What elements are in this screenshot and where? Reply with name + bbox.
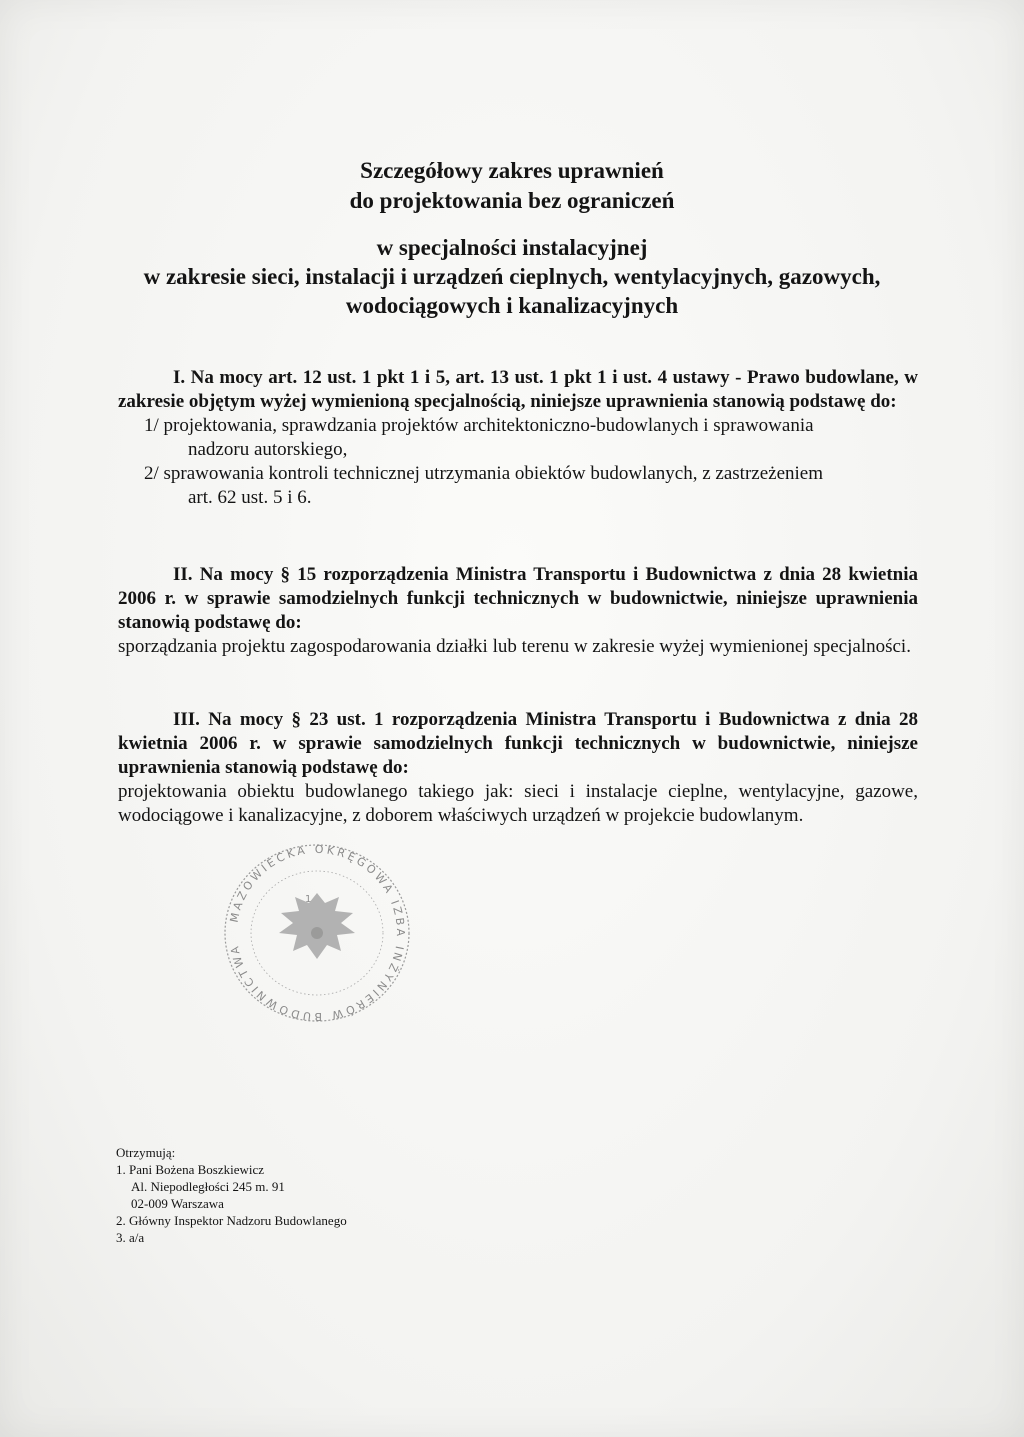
section-i-item-1-line-2: nadzoru autorskiego, [188, 439, 348, 460]
subtitle-line-1: w specjalności instalacyjnej [376, 235, 648, 260]
section-i [118, 366, 918, 510]
section-i-heading: I. Na mocy art. 12 ust. 1 pkt 1 i 5, art. 13 ust. 1 pkt 1 i ust. 4 ustawy - Prawo budowlane, w zakresie objętym wyżej wymienioną specjalnością, niniejsze uprawnienia stanowią podstawę do: [118, 367, 918, 412]
section-iii-body: projektowania obiektu budowlanego takiego jak: sieci i instalacje cieplne, wentylacyjne, gazowe, wodociągowe i kanalizacyjne, z doborem właściwych urządzeń w projekcie budowlanym. [118, 781, 918, 826]
section-i-item-2 [144, 462, 918, 510]
section-i-item-1 [144, 414, 918, 462]
section-ii-heading: II. Na mocy § 15 rozporządzenia Ministra Transportu i Budownictwa z dnia 28 kwietnia 2006 r. w sprawie samodzielnych funkcji technicznych w budownictwie, niniejsze uprawnienia stanowią podstawę do: [118, 564, 918, 633]
recipient-2: 2. Główny Inspektor Nadzoru Budowlanego [116, 1213, 347, 1228]
official-stamp [212, 838, 422, 1028]
subtitle-line-3: wodociągowych i kanalizacyjnych [345, 293, 679, 318]
recipient-1: 1. Pani Bożena Boszkiewicz [116, 1162, 265, 1177]
subtitle-line-2: w zakresie sieci, instalacji i urządzeń cieplnych, wentylacyjnych, gazowych, [143, 264, 881, 289]
recipients-list [116, 1144, 347, 1246]
section-iii [118, 708, 918, 828]
section-iii-heading: III. Na mocy § 23 ust. 1 rozporządzenia Ministra Transportu i Budownictwa z dnia 28 kwietnia 2006 r. w sprawie samodzielnych funkcji technicznych w budownictwie, niniejsze uprawnienia stanowią podstawę do: [118, 709, 918, 778]
stamp-number: 1 [305, 894, 312, 905]
section-i-item-2-line-2: art. 62 ust. 5 i 6. [188, 487, 312, 508]
stamp-ring-text: MAZOWIECKA OKRĘGOWA IZBA INŻYNIERÓW BUDOWNICTWA [227, 842, 408, 1024]
section-i-item-1-line-1: 1/ projektowania, sprawdzania projektów architektoniczno-budowlanych i sprawowania [144, 415, 814, 436]
section-i-item-2-line-1: 2/ sprawowania kontroli technicznej utrzymania obiektów budowlanych, z zastrzeżeniem [144, 463, 823, 484]
recipients-header: Otrzymują: [116, 1145, 176, 1160]
recipient-3: 3. a/a [116, 1230, 145, 1245]
title-line-2: do projektowania bez ograniczeń [349, 188, 675, 213]
title-line-1: Szczegółowy zakres uprawnień [360, 158, 664, 183]
eagle-emblem [279, 893, 355, 959]
recipient-1-address-1: Al. Niepodległości 245 m. 91 [131, 1179, 285, 1194]
section-ii-body: sporządzania projektu zagospodarowania działki lub terenu w zakresie wyżej wymienionej specjalności. [118, 636, 911, 657]
specialty-subtitle [0, 233, 1024, 320]
document-title [0, 156, 1024, 216]
section-ii [118, 563, 918, 659]
recipient-1-address-2: 02-009 Warszawa [131, 1196, 224, 1211]
